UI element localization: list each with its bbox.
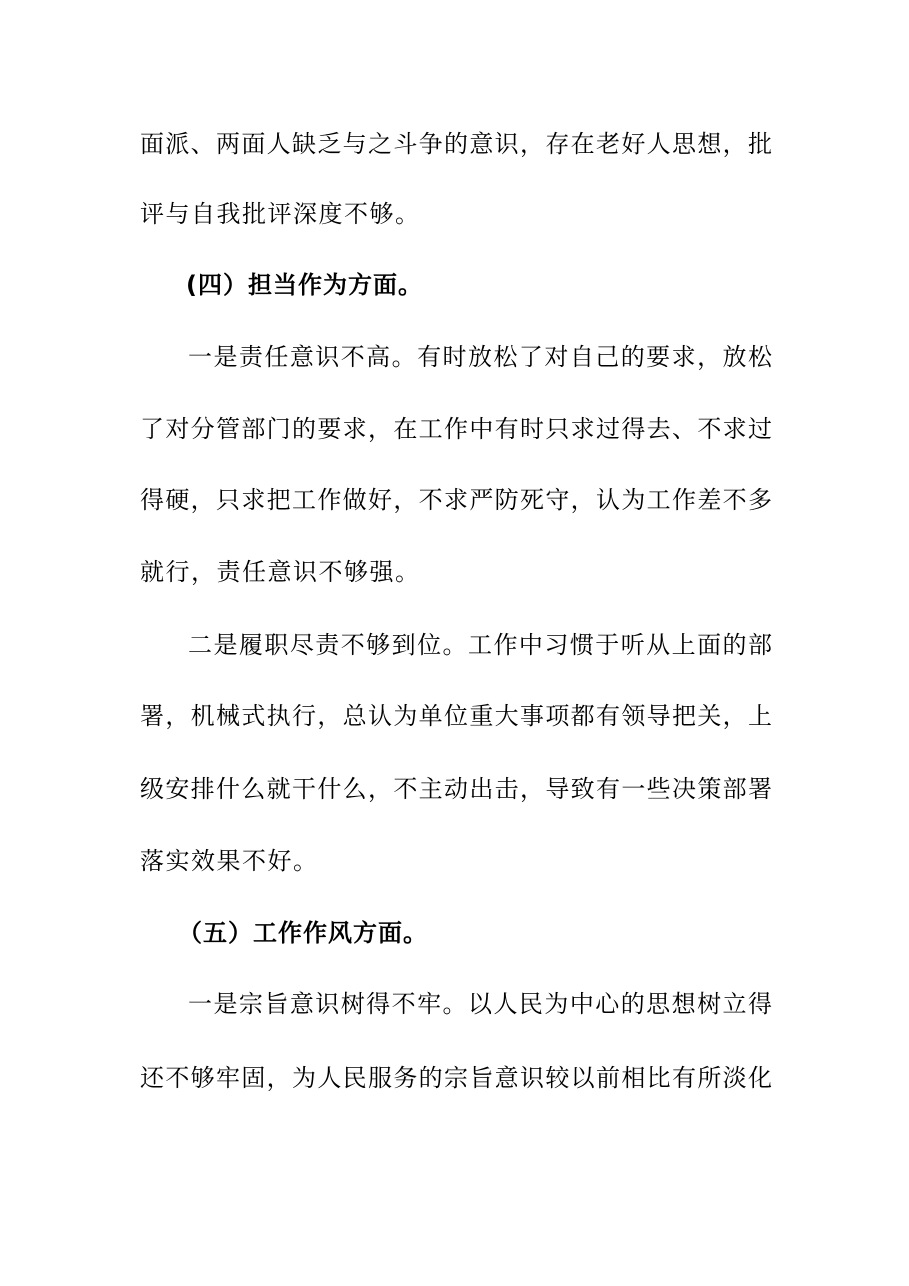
paragraph-line: 级安排什么就干什么，不主动出击，导致有一些决策部署 <box>140 775 772 803</box>
paragraph-line: 一是宗旨意识树得不牢。以人民为中心的思想树立得 <box>188 990 772 1018</box>
paragraph-line: 得硬，只求把工作做好，不求严防死守，认为工作差不多 <box>140 486 772 514</box>
section-heading-five: （五）工作作风方面。 <box>178 919 428 947</box>
paragraph-line: 还不够牢固，为人民服务的宗旨意识较以前相比有所淡化 <box>140 1064 772 1092</box>
paragraph-line: 面派、两面人缺乏与之斗争的意识，存在老好人思想，批 <box>140 130 772 158</box>
paragraph-line: 了对分管部门的要求，在工作中有时只求过得去、不求过 <box>140 415 772 443</box>
paragraph-line: 就行，责任意识不够强。 <box>140 558 421 586</box>
paragraph-line: 一是责任意识不高。有时放松了对自己的要求，放松 <box>188 343 772 371</box>
section-heading-four: (四）担当作为方面。 <box>186 271 423 299</box>
paragraph-line: 落实效果不好。 <box>140 847 319 875</box>
paragraph-line: 二是履职尽责不够到位。工作中习惯于听从上面的部 <box>188 631 772 659</box>
paragraph-line: 署，机械式执行，总认为单位重大事项都有领导把关，上 <box>140 702 772 730</box>
paragraph-line: 评与自我批评深度不够。 <box>140 200 421 228</box>
